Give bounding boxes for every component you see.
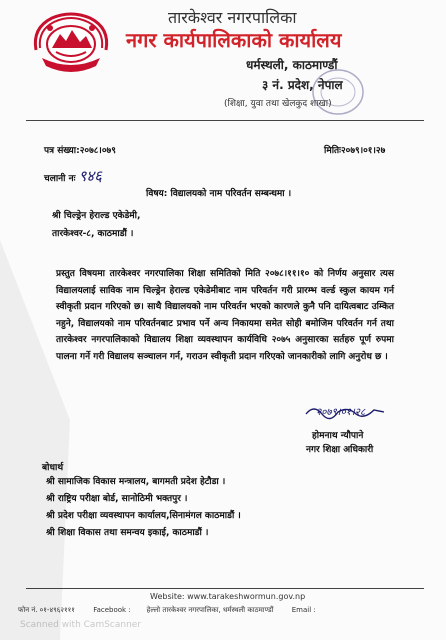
- letter-number: पत्र संख्या:२०७८।०७९: [44, 146, 116, 156]
- scanner-watermark: Scanned with CamScanner: [20, 620, 142, 630]
- signatory-title: नगर शिक्षा अधिकारी: [306, 445, 374, 455]
- signatory-name: होमनाथ न्यौपाने: [312, 431, 364, 441]
- cc-item: श्री प्रदेश परीक्षा व्यवस्थापन कार्यालय,सिनामंगल काठमाडौं ।: [46, 511, 241, 521]
- header-divider: [26, 120, 424, 121]
- dispatch-number: [44, 166, 102, 186]
- office-name: नगर कार्यपालिकाको कार्यालय: [126, 28, 342, 52]
- cc-item: श्री राष्ट्रिय परीक्षा बोर्ड, सानोठिमी भक्तपुर ।: [46, 494, 188, 504]
- footer-facebook-label: Facebook :: [93, 606, 131, 614]
- dispatch-number-value: ९४६: [78, 167, 102, 185]
- addressee-name: श्री चिल्ड्रेन हेराल्ड एकेडेमी,: [52, 211, 141, 221]
- signature-date: २०७९।०१।२८: [316, 407, 366, 418]
- letter-body: प्रस्तुत विषयमा तारकेश्वर नगरपालिका शिक्षा समितिको मिति २०७८।११।१० को निर्णय अनुसार त्यस विद्यालयलाई साविक नाम चिल्ड्रेन हेराल्ड एकेडेमीबाट नाम परिवर्तन गरी प्रारम्भ वर्ल्ड स्कुल कायम गर्न स्वीकृती प्रदान गरिएको छ। साथै विद्यालयको नाम परिवर्तन भएको कारणले कुनै पनि दायित्वबाट उम्कित नहुने, विद्यालयको नाम परिवर्तनबाट प्रभाव पर्ने अन्य निकायमा समेत सोही बमोजिम परिवर्तन गर्न तथा तारकेश्वर नगरपालिकाको विद्यालय शिक्षा व्यवस्थापन कार्यविधि २०७५ अनुसारका सर्तहरु पूर्ण रुपमा पालना गर्ने गरी विद्यालय सञ्चालन गर्न, गराउन स्वीकृती प्रदान गरिएको जानकारीको लागि अनुरोध छ ।: [56, 269, 394, 362]
- cc-heading: बोधार्थ: [42, 463, 64, 473]
- footer-email-label: Email :: [291, 606, 316, 614]
- footer-contacts: [18, 606, 332, 615]
- cc-item: श्री सामाजिक विकास मन्त्रालय, बागमती प्रदेश हेटौडा ।: [46, 477, 226, 487]
- office-province: ३ नं. प्रदेश, नेपाल: [262, 78, 343, 92]
- cc-list: [46, 474, 241, 542]
- municipality-name: तारकेश्वर नगरपालिका: [168, 8, 297, 27]
- dispatch-label: चलानी नः: [44, 174, 76, 184]
- footer-website: Website: www.tarakeshwormun.gov.np: [150, 592, 306, 601]
- footer-phone: फोन नं. ०१-४९६२१११: [18, 606, 75, 614]
- addressee-location: तारकेश्वर-८, काठमाडौं ।: [52, 229, 134, 239]
- footer-facebook-value: हेल्लो तारकेश्वर नगरपालिका, धर्मस्थली काठमाण्डौं: [146, 606, 274, 614]
- office-branch: (शिक्षा, युवा तथा खेलकुद शाखा): [224, 99, 332, 109]
- letter-subject: विषय: विद्यालयको नाम परिवर्तन सम्बन्धमा ।: [146, 189, 292, 199]
- letter-date: मितिः२०७९।०१।२७: [324, 146, 386, 156]
- nepal-emblem-icon: [30, 8, 112, 78]
- office-place: धर्मस्थली, काठमाण्डौं: [246, 58, 338, 72]
- footer-divider: [26, 588, 424, 589]
- cc-item: श्री शिक्षा विकास तथा समन्वय इकाई, काठमाडौं ।: [46, 528, 209, 538]
